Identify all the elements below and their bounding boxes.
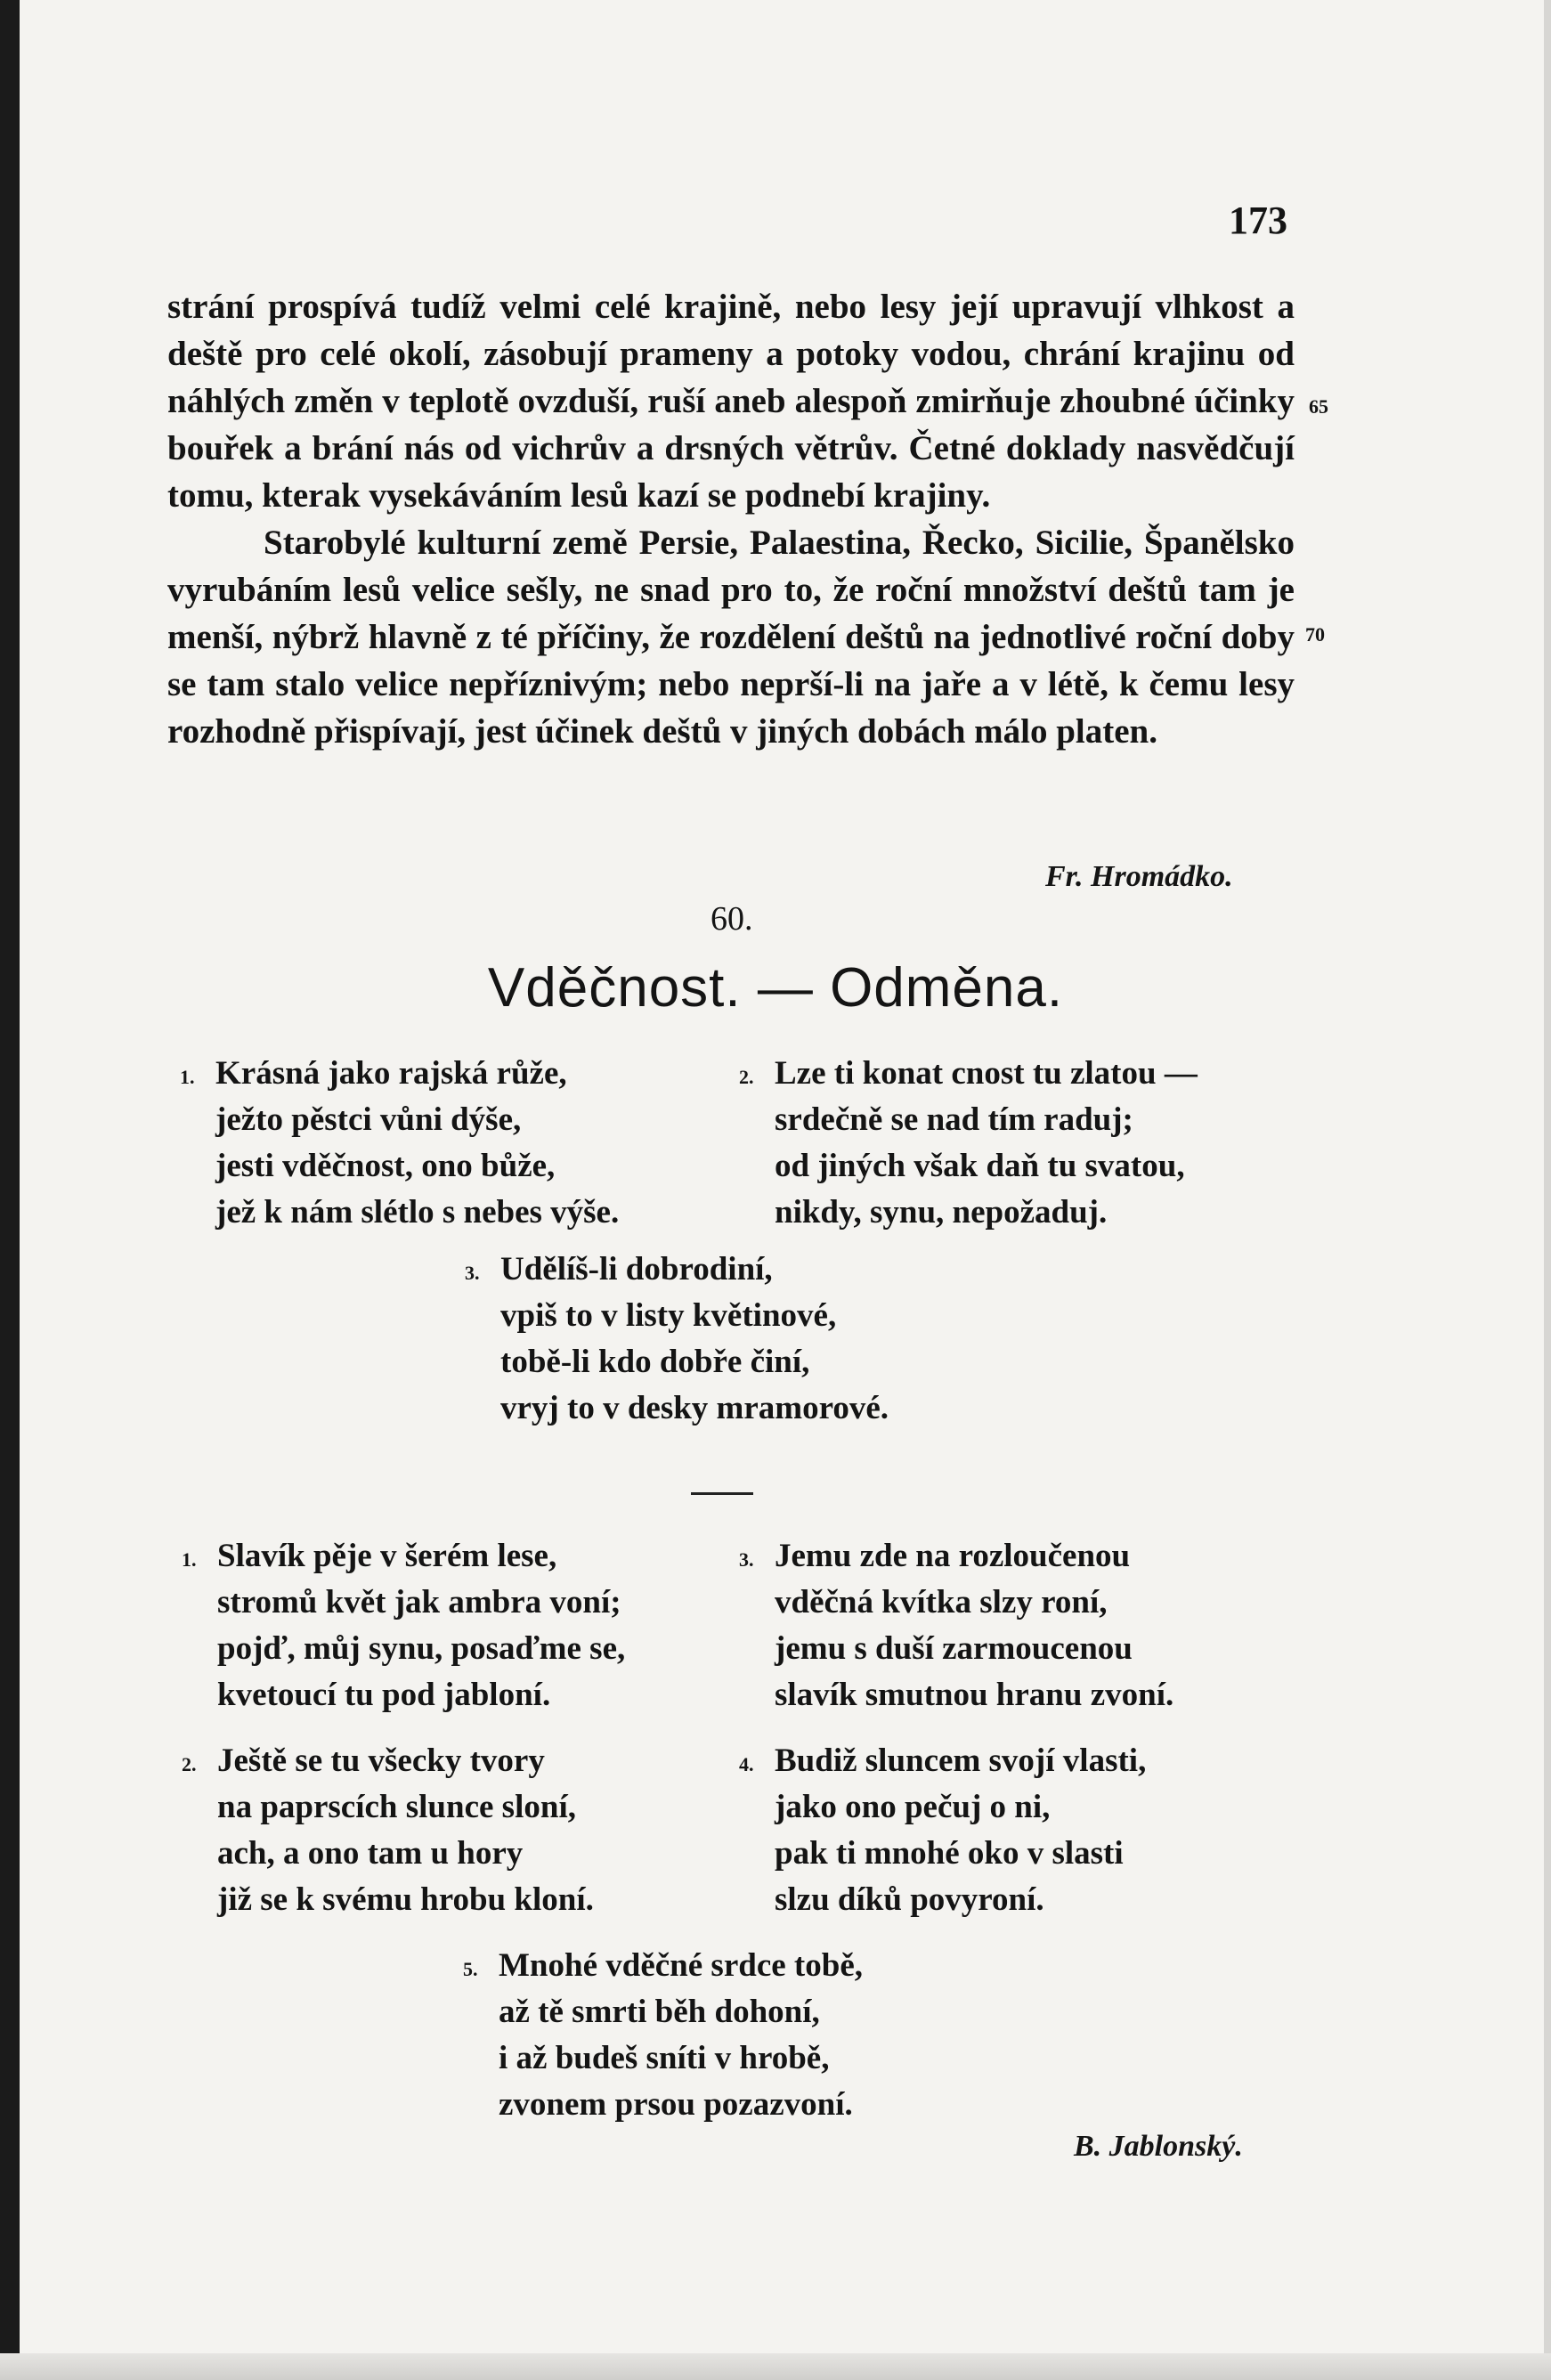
verse-line: ach, a ono tam u hory — [217, 1835, 524, 1872]
stanza-number: 4. — [739, 1753, 754, 1775]
poem2-stanza-1 — [182, 1533, 626, 1718]
verse-line: jež k nám slétlo s nebes výše. — [215, 1194, 620, 1231]
verse-line: na paprscích slunce sloní, — [217, 1789, 576, 1825]
verse-line: pak ti mnohé oko v slasti — [775, 1835, 1124, 1872]
verse-line: jemu s duší zarmoucenou — [775, 1630, 1133, 1667]
separator-rule — [691, 1492, 753, 1495]
verse-line: až tě smrti běh dohoní, — [499, 1994, 820, 2030]
poem2-stanza-4 — [739, 1738, 1147, 1923]
verse-line: tobě-li kdo dobře činí, — [500, 1344, 810, 1380]
author-signature: B. Jablonský. — [1074, 2130, 1243, 2163]
stanza-number: 1. — [180, 1066, 195, 1088]
margin-line-number: 65 — [1309, 395, 1328, 418]
verse-line: srdečně se nad tím raduj; — [775, 1101, 1133, 1138]
verse-line: slavík smutnou hranu zvoní. — [775, 1677, 1174, 1713]
prose-paragraph-2: Starobylé kulturní země Persie, Palaestina, Řecko, Sicilie, Španělsko vyrubáním lesů velice sešly, ne snad pro to, že roční množství deštů tam je menší, nýbrž hlavně z té příčiny, že rozdělení deštů na jednotlivé roční doby se tam stalo velice nepříznivým; nebo neprší-li na jaře a v létě, k čemu lesy rozhodně přispívají, jest účinek deštů v jiných dobách málo platen. — [167, 524, 1295, 751]
stanza-number: 1. — [182, 1548, 197, 1571]
verse-line: nikdy, synu, nepožaduj. — [775, 1194, 1108, 1231]
verse-line: i až budeš sníti v hrobě, — [499, 2040, 830, 2076]
poem2-stanza-5 — [463, 1943, 863, 2128]
verse-line: Slavík pěje v šerém lese, — [217, 1538, 557, 1574]
verse-line: Mnohé vděčné srdce tobě, — [499, 1947, 863, 1984]
verse-line: již se k svému hrobu kloní. — [217, 1881, 594, 1918]
poem1-stanza-2 — [739, 1051, 1198, 1236]
prose-text — [167, 283, 1295, 755]
verse-line: zvonem prsou pozazvoní. — [499, 2086, 853, 2123]
verse-line: slzu díků povyroní. — [775, 1881, 1044, 1918]
stanza-number: 3. — [465, 1262, 480, 1284]
poem1-stanza-1 — [180, 1051, 620, 1236]
verse-line: pojď, můj synu, posaďme se, — [217, 1630, 626, 1667]
stanza-number: 5. — [463, 1958, 478, 1980]
poem-number: 60. — [711, 900, 753, 938]
verse-line: Ještě se tu všecky tvory — [217, 1742, 545, 1779]
verse-line: Lze ti konat cnost tu zlatou — — [775, 1055, 1198, 1092]
stanza-number: 3. — [739, 1548, 754, 1571]
verse-line: vryj to v desky mramorové. — [500, 1390, 889, 1426]
stanza-number: 2. — [739, 1066, 754, 1088]
verse-line: jako ono pečuj o ni, — [775, 1789, 1051, 1825]
verse-line: od jiných však daň tu svatou, — [775, 1148, 1185, 1184]
verse-line: Krásná jako rajská růže, — [215, 1055, 567, 1092]
poem2-stanza-2 — [182, 1738, 594, 1923]
verse-line: vpiš to v listy květinové, — [500, 1297, 837, 1334]
verse-line: jesti vděčnost, ono bůže, — [215, 1148, 556, 1184]
page-number: 173 — [1229, 199, 1287, 242]
verse-line: Udělíš-li dobrodiní, — [500, 1251, 773, 1287]
author-signature: Fr. Hromádko. — [1045, 860, 1233, 893]
verse-line: kvetoucí tu pod jabloní. — [217, 1677, 551, 1713]
prose-paragraph-1: strání prospívá tudíž velmi celé krajině, nebo lesy její upravují vlhkost a deště pro celé okolí, zásobují prameny a potoky vodou, chrání krajinu od náhlých změn v teplotě ovzduší, ruší aneb alespoň zmirňuje zhoubné účinky bouřek a brání nás od vichrův a drsných větrův. Četné doklady nasvědčují tomu, kterak vysekáváním lesů kazí se podnebí krajiny. — [167, 288, 1295, 515]
poem1-stanza-3 — [465, 1247, 889, 1432]
margin-line-number: 70 — [1305, 623, 1325, 646]
verse-line: vděčná kvítka slzy roní, — [775, 1584, 1108, 1621]
poem2-stanza-3 — [739, 1533, 1174, 1718]
poem-title: Vděčnost. — Odměna. — [487, 957, 1064, 1019]
stanza-number: 2. — [182, 1753, 197, 1775]
verse-line: Budiž sluncem svojí vlasti, — [775, 1742, 1147, 1779]
verse-line: ježto pěstci vůni dýše, — [215, 1101, 522, 1138]
verse-line: stromů květ jak ambra voní; — [217, 1584, 621, 1621]
verse-line: Jemu zde na rozloučenou — [775, 1538, 1131, 1574]
